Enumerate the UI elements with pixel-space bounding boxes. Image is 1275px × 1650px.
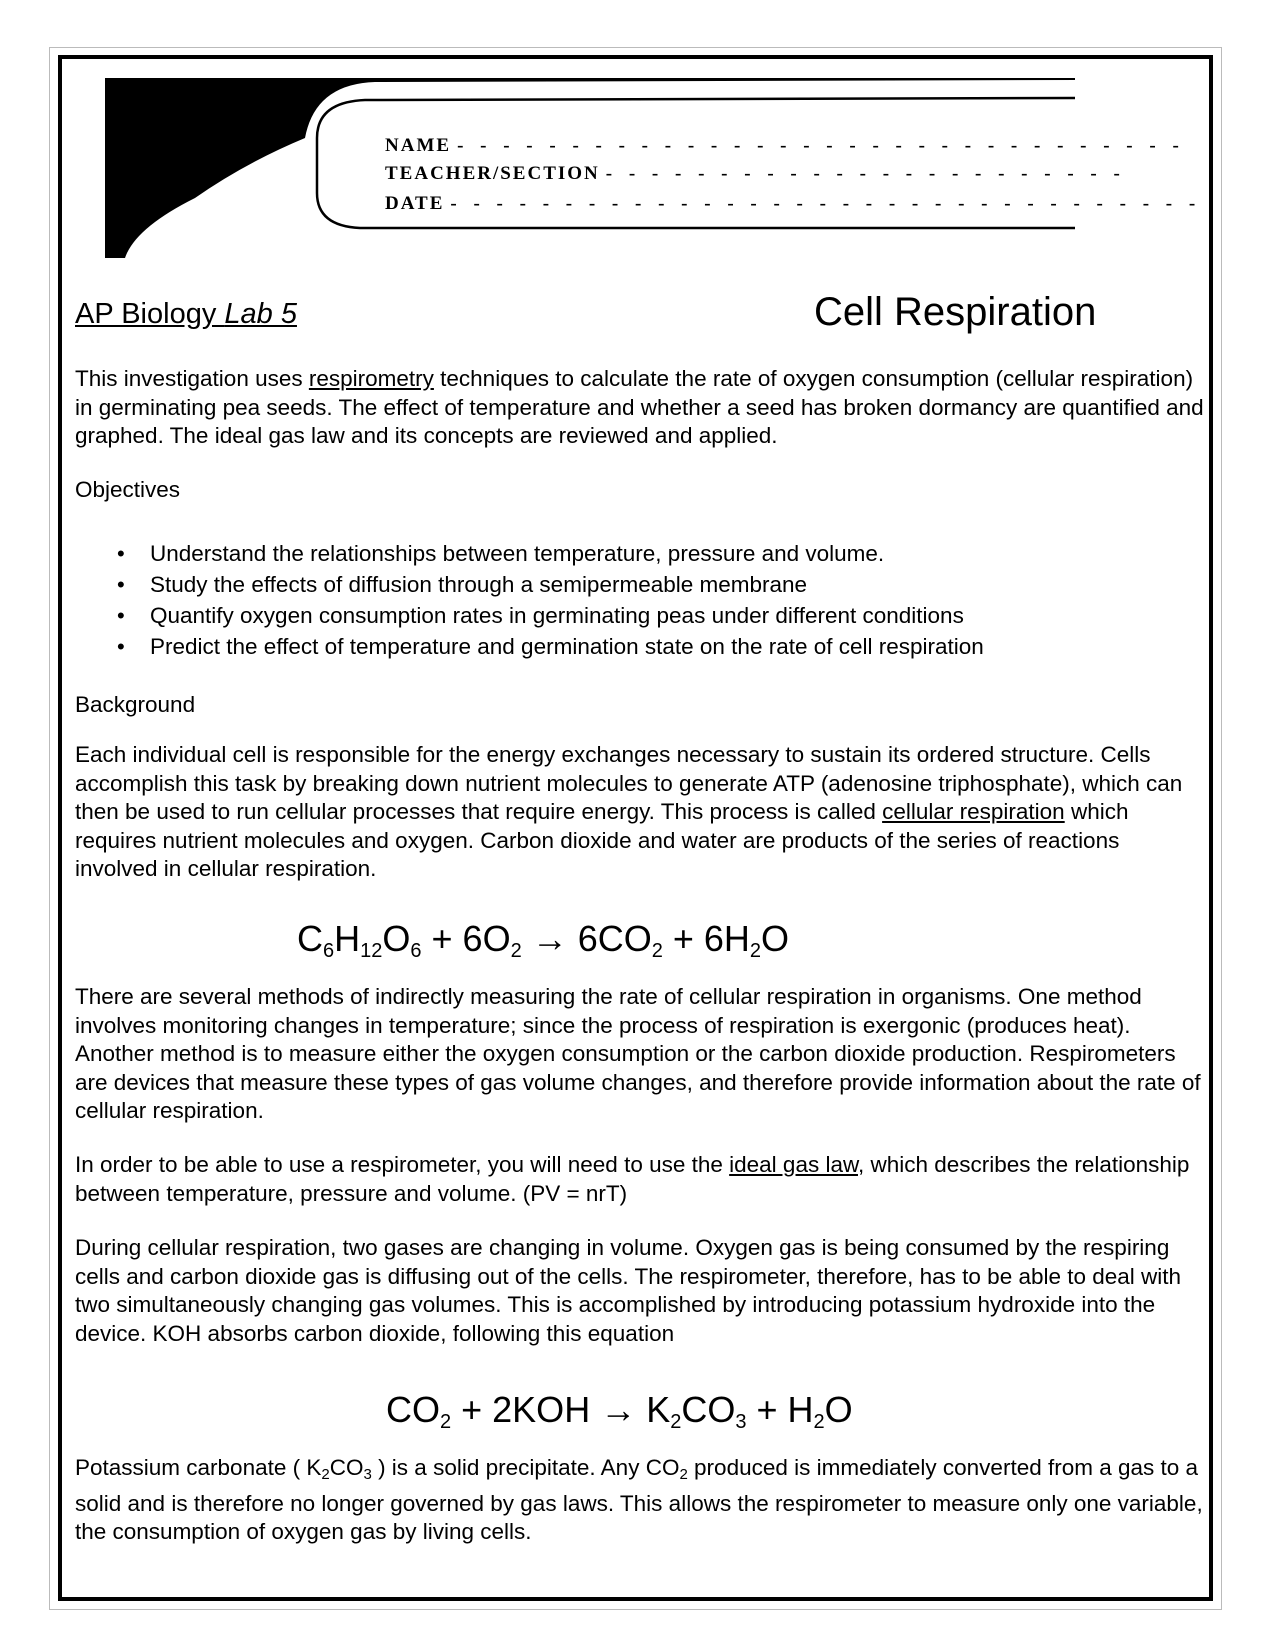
- background-paragraph-4: During cellular respiration, two gases are changing in volume. Oxygen gas is being consumed by the respiring cells and carbon dioxide gas is diffusing out of the cells. The respirometer, therefore, has to be able to deal with two simultaneously changing gas volumes. This is accomplished by introducing potassium hydroxide into the device. KOH absorbs carbon dioxide, following this equation: [75, 1235, 1182, 1346]
- objectives-heading: Objectives: [75, 477, 181, 502]
- intro-text-1: This investigation uses: [75, 366, 309, 391]
- koh-equation: $CO_2 + 2KOH \to K_2CO_3 + H_2O$: [386, 1389, 853, 1433]
- intro-paragraph: [75, 365, 1205, 451]
- respiration-equation: $C_6H_{12}O_6 + 6O_2 \to 6CO_2 + 6H_2O$: [297, 918, 790, 962]
- teacher-section-label: TEACHER/SECTION: [385, 163, 600, 184]
- teacher-section-line: - - - - - - - - - - - - - - - - - - - - - - -: [605, 163, 1126, 184]
- list-item: • Understand the relationships between temperature, pressure and volume.: [75, 538, 1195, 569]
- reaction-arrow: →: [590, 1389, 647, 1430]
- background-p3-text-1: In order to be able to use a respirometer, you will need to use the: [75, 1152, 730, 1177]
- course-name: AP Biology: [75, 298, 225, 330]
- list-item: • Study the effects of diffusion through a semipermeable membrane: [75, 569, 1195, 600]
- reaction-arrow: →: [521, 918, 578, 959]
- ideal-gas-law-term: ideal gas law: [729, 1152, 858, 1177]
- lab-number: Lab 5: [224, 298, 297, 330]
- background-heading: Background: [75, 692, 196, 717]
- background-paragraph-3: [75, 1151, 1205, 1208]
- background-p3-text-2: , which describes the relationship between temperature, pressure and volume. (PV = nrT): [75, 1152, 1190, 1206]
- objectives-list: [75, 538, 1195, 662]
- background-paragraph-1: [75, 741, 1205, 884]
- date-field: [385, 193, 1201, 215]
- course-title: [75, 298, 297, 331]
- teacher-section-field: [385, 163, 1126, 185]
- list-item: • Quantify oxygen consumption rates in germinating peas under different conditions: [75, 600, 1195, 631]
- page-title: Cell Respiration: [814, 290, 1097, 334]
- intro-text-2: techniques to calculate the rate of oxygen consumption (cellular respiration) in germinating pea seeds. The effect of temperature and whether a seed has broken dormancy are quantified and graphed. The ideal gas law and its concepts are reviewed and applied.: [75, 366, 1204, 448]
- background-paragraph-5: Potassium carbonate ( $K_2CO_3$ ) is a solid precipitate. Any $CO_2$ produced is immediately converted from a gas to a solid and is therefore no longer governed by gas laws. This allows the respirometer to measure only one variable, the consumption of oxygen gas by living cells.: [75, 1455, 1203, 1544]
- name-field: [385, 135, 1185, 157]
- date-line: - - - - - - - - - - - - - - - - - - - - - - - - - - - - - - - - -: [450, 193, 1202, 214]
- background-paragraph-2: There are several methods of indirectly measuring the rate of cellular respiration in organisms. One method involves monitoring changes in temperature; since the process of respiration is exergonic (produces heat). Another method is to measure either the oxygen consumption or the carbon dioxide production. Respirometers are devices that measure these types of gas volume changes, and therefore provide information about the rate of cellular respiration.: [75, 984, 1201, 1123]
- cellular-respiration-term: cellular respiration: [882, 799, 1065, 824]
- background-p1-text-2: which requires nutrient molecules and oxygen. Carbon dioxide and water are products of the series of reactions involved in cellular respiration.: [75, 799, 1129, 881]
- name-label: NAME: [385, 135, 452, 156]
- background-p1-text-1: Each individual cell is responsible for the energy exchanges necessary to sustain its ordered structure. Cells accomplish this task by breaking down nutrient molecules to generate ATP (adenosine triphosphate), which can then be used to run cellular processes that require energy. This process is called: [75, 742, 1183, 824]
- list-item: • Predict the effect of temperature and germination state on the rate of cell respiration: [75, 631, 1195, 662]
- date-label: DATE: [385, 193, 445, 214]
- name-line: - - - - - - - - - - - - - - - - - - - - - - - - - - - - - - - -: [457, 135, 1185, 156]
- respirometry-term: respirometry: [308, 366, 434, 391]
